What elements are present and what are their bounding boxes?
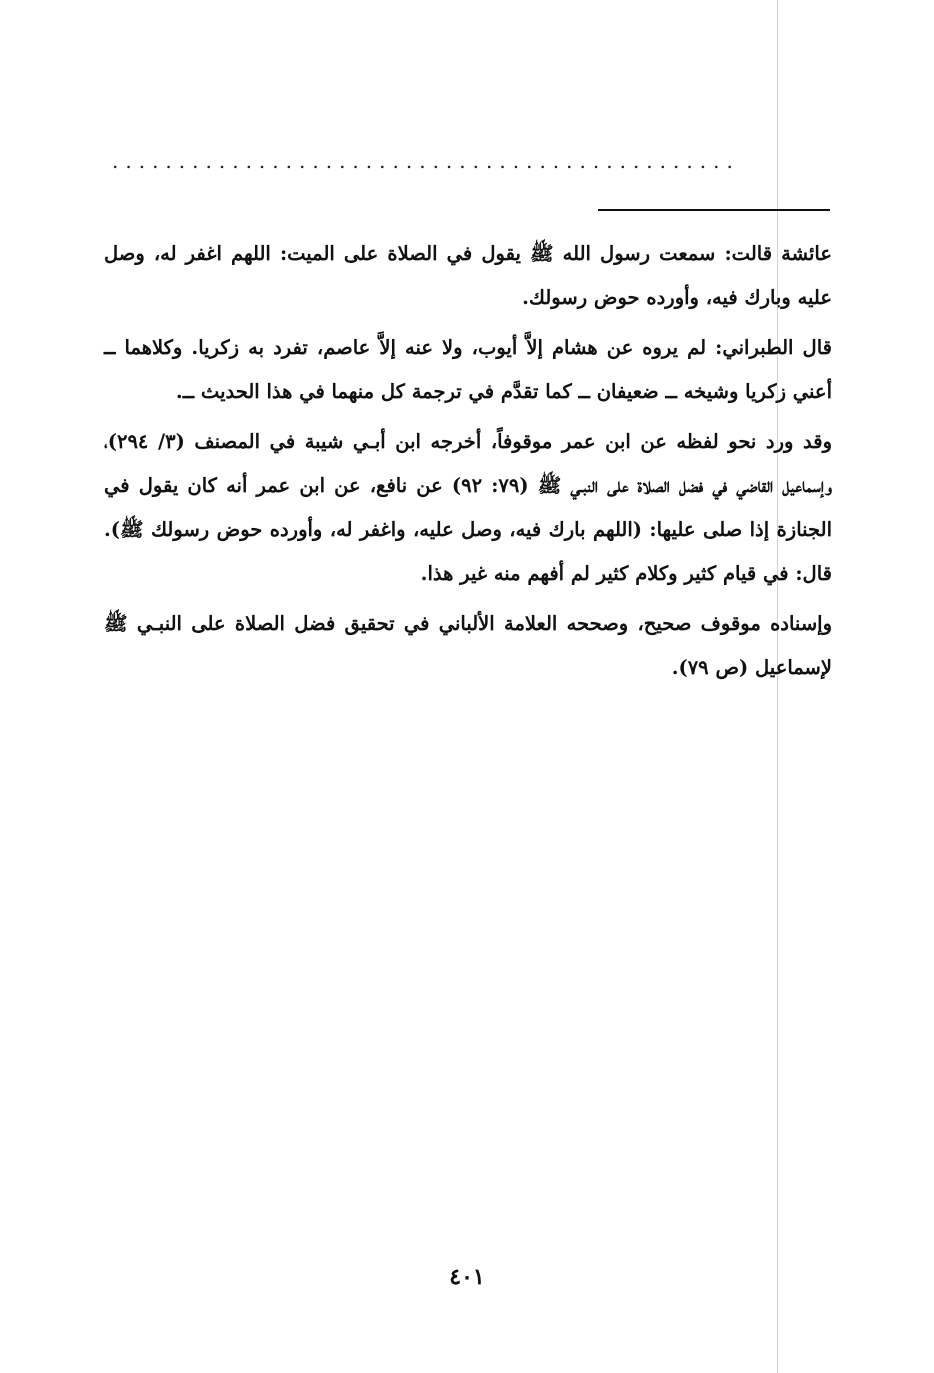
footnote-separator-rule xyxy=(598,209,830,211)
footnotes-block xyxy=(104,232,832,696)
footnote-paragraph: قال الطبراني: لم يروه عن هشام إلاَّ أيوب، ولا عنه إلاَّ عاصم، تفرد به زكريا. وكلاهما ــ أعني زكريا وشيخه ــ ضعيفان ــ كما تقدَّم في ترجمة كل منهما في هذا الحديث ــ. xyxy=(104,336,832,403)
footnote-paragraph: عائشة قالت: سمعت رسول الله ﷺ يقول في الصلاة على الميت: اللهم اغفر له، وصل عليه وبارك فيه، وأورده حوض رسولك. xyxy=(104,242,832,309)
footnote-paragraph: وقد ورد نحو لفظه عن ابن عمر موقوفاً، أخرجه ابن أبـي شيبة في المصنف (٣/ ٢٩٤)، وإسماعيل القاضي في فضل الصلاة على النبـي ﷺ (٧٩: ٩٢) عن نافع، عن ابن عمر أنه كان يقول في الجنازة إذا صلى عليها: (اللهم بارك فيه، وصل عليه، واغفر له، وأورده حوض رسولك ﷺ). قال: في قيام كثير وكلام كثير لم أفهم منه غير هذا. xyxy=(104,430,832,585)
footnote-paragraph: وإسناده موقوف صحيح، وصححه العلامة الألباني في تحقيق فضل الصلاة على النبـي ﷺ لإسماعيل (ص ٧٩). xyxy=(104,612,832,679)
page-number: ٤٠١ xyxy=(449,1264,485,1290)
separator-dots: ............................................... xyxy=(112,150,740,172)
